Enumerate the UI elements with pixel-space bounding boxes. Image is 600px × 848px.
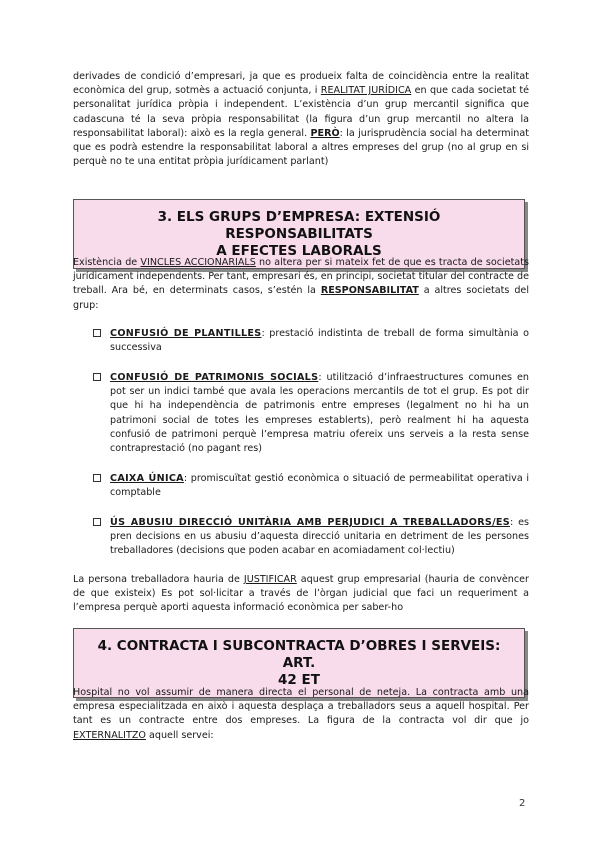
paragraph-hospital-example <box>73 686 529 743</box>
checkbox-bullet-icon <box>93 329 101 337</box>
text-run: aquell servei: <box>145 729 214 741</box>
bullet-item <box>93 516 529 559</box>
underlined-term: REALITAT JURÍDICA <box>320 85 412 97</box>
underlined-term: EXTERNALITZO <box>73 729 146 741</box>
heading-line: 4. CONTRACTA I SUBCONTRACTA D’OBRES I SERVEIS: ART. <box>97 638 501 671</box>
bullet-text: : prestació indistinta de treball de forma simultània o successiva <box>110 328 529 354</box>
checkbox-bullet-icon <box>93 518 101 526</box>
bullet-term: CONFUSIÓ DE PATRIMONIS SOCIALS <box>110 372 319 383</box>
paragraph-justify <box>73 573 529 616</box>
underlined-term: JUSTIFICAR <box>243 574 297 585</box>
text-run: La persona treballadora hauria de <box>73 574 244 585</box>
text-run: : la jurisprudència social ha determinat que es podrà estendre la responsabilitat laboral a altres empreses del grup (no al grup en si perquè no te una entitat pròpia jurídicament parlant) <box>73 127 529 168</box>
bold-term: RESPONSABILITAT <box>320 285 419 297</box>
bullet-text: : promiscuïtat gestió econòmica o situació de permeabilitat operativa i comptable <box>110 473 529 499</box>
text-run: Existència de <box>73 257 141 268</box>
underlined-term: VINCLES ACCIONARIALS <box>140 257 256 268</box>
bullet-term: CAIXA ÚNICA <box>110 473 184 484</box>
text-run: Hospital no vol assumir de manera directa el personal de neteja. La contracta amb una empresa especialitzada en això i aquesta desplaça a treballadors seus a aquell hospital. Per tant es un contracte entre dos empreses. La figura de la contracta vol dir que jo <box>73 687 529 727</box>
paragraph-group-reality <box>73 70 529 169</box>
bullet-term: ÚS ABUSIU DIRECCIÓ UNITÀRIA AMB PERJUDICI A TREBALLADORS/ES <box>110 517 510 528</box>
text-run: aquest grup empresarial (hauria de convèncer de que existeix) Es pot sol·licitar a través de l’òrgan judicial que faci un requeriment a l’empresa perquè aporti aquesta informació econòmica per saber-ho <box>73 574 529 614</box>
heading-line: 42 ET <box>278 672 320 688</box>
checkbox-bullet-icon <box>93 373 101 381</box>
bullet-term: CONFUSIÓ DE PLANTILLES <box>110 328 262 339</box>
checkbox-bullet-icon <box>93 474 101 482</box>
heading-line: A EFECTES LABORALS <box>216 243 382 259</box>
heading-line: 3. ELS GRUPS D’EMPRESA: EXTENSIÓ RESPONSABILITATS <box>157 209 441 242</box>
text-run: no altera per si mateix fet de que es tracta de societats jurídicament independents. Per tant, empresari és, en principi, societat titular del contracte de treball. Ara bé, en determinats casos, s’estén la <box>73 257 529 297</box>
bold-term: PERÒ <box>310 127 340 139</box>
text-run: en que cada societat té personalitat jurídica pròpia i independent. L’existència d’un grup mercantil significa que cadascuna té la seva pròpia responsabilitat (la figura d’un grup mercantil no altera la responsabilitat laboral): això es la regla general. <box>73 85 529 139</box>
text-run: a altres societats del grup: <box>73 285 529 311</box>
bullet-item <box>93 327 529 355</box>
paragraph-share-links <box>73 256 529 313</box>
bullet-item <box>93 371 529 456</box>
bullet-text: : es pren decisions en us abusiu d’aquesta direcció unitaria en detriment de les persones treballadores (decisions que poden acabar en acomiadament col·lectiu) <box>110 517 529 557</box>
text-run: derivades de condició d’empresari, ja que es produeix falta de coincidència entre la realitat econòmica del grup, sotmès a actuació conjunta, i <box>73 71 529 97</box>
bullet-text: : utilització d’infraestructures comunes en pot ser un indici també que avala les operacions mercantils de tot el grup. Es pot dir que hi ha independència de patrimonis entre empreses (legalment no hi ha un patrimoni social de totes les empreses establerts), però realment hi ha aquesta confusió de patrimoni perquè l’empresa matriu ofereix uns serveis a la resta sense contraprestació (no pagant res) <box>110 372 529 455</box>
bullet-item <box>93 472 529 500</box>
page-number: 2 <box>519 798 526 809</box>
